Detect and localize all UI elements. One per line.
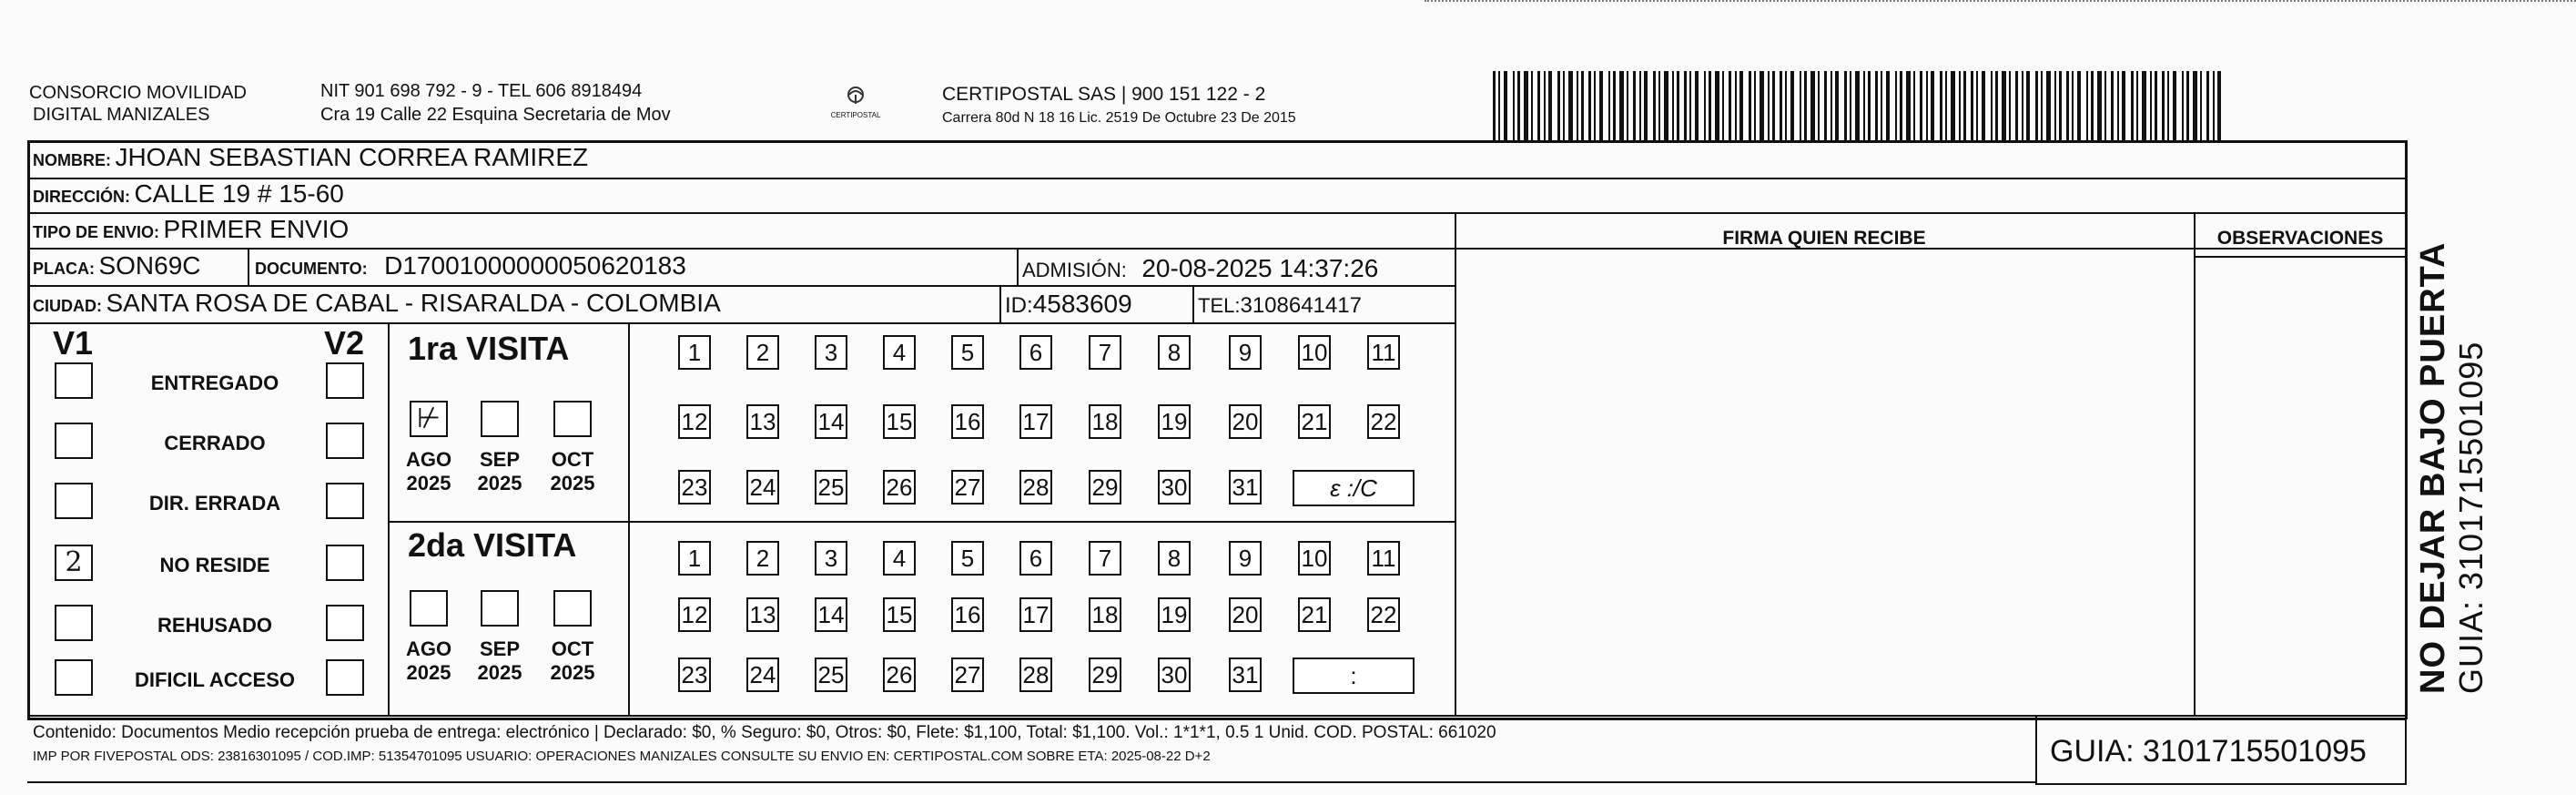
guia-cell-divider bbox=[2035, 716, 2037, 785]
day-box[interactable]: 19 bbox=[1158, 404, 1191, 439]
direccion-label: DIRECCIÓN: bbox=[33, 188, 130, 206]
v2-checkbox[interactable] bbox=[326, 605, 364, 641]
month-checkbox[interactable] bbox=[481, 590, 519, 627]
barcode-bar bbox=[1760, 71, 1764, 140]
visit1-title: 1ra VISITA bbox=[408, 330, 570, 367]
barcode-bar bbox=[2131, 71, 2134, 140]
day-box[interactable]: 22 bbox=[1367, 597, 1400, 632]
barcode-bar bbox=[1704, 71, 1706, 140]
barcode-bar bbox=[2167, 71, 2169, 140]
direccion-row bbox=[33, 179, 344, 209]
barcode-bar bbox=[2026, 71, 2030, 140]
barcode-bar bbox=[1722, 71, 1724, 140]
day-box[interactable]: 21 bbox=[1298, 404, 1331, 439]
barcode-bar bbox=[2111, 71, 2114, 140]
admision-label: ADMISIÓN: bbox=[1022, 259, 1127, 281]
guia-cell-bottom bbox=[2035, 783, 2407, 785]
visit1-time-box[interactable]: ɛ :/C bbox=[1293, 470, 1415, 506]
cell-divider bbox=[999, 285, 1001, 323]
day-box[interactable]: 24 bbox=[746, 470, 779, 505]
day-box[interactable]: 8 bbox=[1158, 541, 1191, 576]
day-box[interactable]: 29 bbox=[1089, 470, 1121, 505]
barcode-bar bbox=[2162, 71, 2165, 140]
visit2-title: 2da VISITA bbox=[408, 526, 577, 564]
barcode-bar bbox=[1772, 71, 1775, 140]
barcode-bar bbox=[1524, 71, 1528, 140]
footer-guia: GUIA: 3101715501095 bbox=[2050, 734, 2367, 769]
day-box[interactable]: 17 bbox=[1019, 404, 1052, 439]
barcode-bar bbox=[1684, 71, 1687, 140]
year-label: 2025 bbox=[550, 661, 595, 684]
nombre-row bbox=[33, 143, 588, 172]
barcode-bar bbox=[1513, 71, 1515, 140]
v1-checkbox[interactable] bbox=[55, 605, 93, 641]
side-text bbox=[2413, 242, 2490, 694]
contenido-line: Contenido: Documentos Medio recepción prueba de entrega: electrónico | Declarado: $0, % Seguro: $0, Otros: $0, Flete: $1,100, Total: $1,100. Vol.: 1*1*1, 0.5 1 Unid. COD. POSTAL: 661020 bbox=[33, 723, 1496, 742]
status-label: CERRADO bbox=[164, 432, 266, 454]
row-divider bbox=[27, 285, 1456, 287]
barcode-bar bbox=[1537, 71, 1540, 140]
barcode-bar bbox=[1672, 71, 1674, 140]
barcode-bar bbox=[1677, 71, 1679, 140]
day-box[interactable]: 4 bbox=[883, 335, 916, 370]
barcode-bar bbox=[2186, 71, 2189, 140]
barcode-bar bbox=[1804, 71, 1807, 140]
barcode-bar bbox=[1658, 71, 1660, 140]
barcode-bar bbox=[1639, 71, 1641, 140]
barcode-bar bbox=[1790, 71, 1794, 140]
month-checkbox[interactable] bbox=[410, 590, 448, 627]
day-box[interactable]: 18 bbox=[1089, 404, 1121, 439]
barcode-bar bbox=[1664, 71, 1668, 140]
day-box[interactable]: 9 bbox=[1229, 335, 1262, 370]
barcode-bar bbox=[1653, 71, 1656, 140]
day-box[interactable]: 18 bbox=[1089, 597, 1121, 632]
barcode-bar bbox=[1594, 71, 1596, 140]
day-box[interactable]: 31 bbox=[1229, 470, 1262, 505]
barcode-bar bbox=[2015, 71, 2018, 140]
firma-column-left-border bbox=[1455, 212, 1456, 717]
month-label: AGO bbox=[405, 637, 452, 660]
barcode-bar bbox=[1810, 71, 1815, 140]
day-box[interactable]: 5 bbox=[951, 541, 984, 576]
day-box[interactable]: 9 bbox=[1229, 541, 1262, 576]
firma-header: FIRMA QUIEN RECIBE bbox=[1722, 228, 1926, 249]
barcode-bar bbox=[1599, 71, 1603, 140]
day-box[interactable]: 26 bbox=[883, 657, 916, 692]
barcode-bar bbox=[1881, 71, 1882, 140]
day-box[interactable]: 25 bbox=[815, 470, 847, 505]
visit1-month-mark: ⊬ bbox=[416, 403, 441, 433]
barcode-bar bbox=[1920, 71, 1922, 140]
barcode-bar bbox=[1945, 71, 1947, 140]
day-box[interactable]: 27 bbox=[951, 657, 984, 692]
guia-cell-right bbox=[2405, 716, 2407, 785]
barcode-bar bbox=[1844, 71, 1847, 140]
observaciones-header-divider bbox=[2194, 256, 2407, 258]
day-box[interactable]: 6 bbox=[1019, 541, 1052, 576]
barcode-bar bbox=[1689, 71, 1691, 140]
barcode-bar bbox=[2217, 71, 2221, 140]
day-box[interactable]: 4 bbox=[883, 541, 916, 576]
barcode-bar bbox=[1863, 71, 1865, 140]
barcode-bar bbox=[1800, 71, 1801, 140]
company-address: Cra 19 Calle 22 Esquina Secretaria de Mov bbox=[320, 105, 671, 125]
cell-divider bbox=[248, 248, 249, 286]
day-box[interactable]: 10 bbox=[1298, 335, 1331, 370]
barcode-bar bbox=[2046, 71, 2051, 140]
visit-area-divider bbox=[628, 322, 630, 715]
day-box[interactable]: 3 bbox=[815, 335, 847, 370]
row-divider bbox=[27, 212, 2407, 214]
year-label: 2025 bbox=[477, 472, 522, 494]
day-box[interactable]: 28 bbox=[1019, 470, 1052, 505]
v2-checkbox[interactable] bbox=[326, 362, 364, 399]
status-label: ENTREGADO bbox=[150, 372, 279, 394]
company-nit: NIT 901 698 792 - 9 - TEL 606 8918494 bbox=[320, 81, 643, 101]
day-box[interactable]: 15 bbox=[883, 404, 916, 439]
tel-label: TEL: bbox=[1198, 294, 1241, 317]
barcode-bar bbox=[1971, 71, 1973, 140]
barcode-bar bbox=[1517, 71, 1520, 140]
status-label: DIFICIL ACCESO bbox=[134, 668, 295, 691]
status-label: REHUSADO bbox=[157, 614, 272, 637]
row-divider bbox=[27, 322, 1456, 324]
day-box[interactable]: 14 bbox=[815, 404, 847, 439]
tipo-envio-label: TIPO DE ENVIO: bbox=[33, 223, 160, 241]
barcode-bar bbox=[1768, 71, 1770, 140]
company-name-line1: CONSORCIO MOVILIDAD bbox=[29, 83, 247, 103]
barcode-bar bbox=[2086, 71, 2088, 140]
day-box[interactable]: 14 bbox=[815, 597, 847, 632]
nombre-label: NOMBRE: bbox=[33, 151, 111, 169]
barcode-bar bbox=[1991, 71, 1993, 140]
table-bottom-border bbox=[27, 718, 2407, 720]
placa-label: PLACA: bbox=[33, 260, 95, 278]
barcode-bar bbox=[1886, 71, 1890, 140]
v1-checkbox[interactable] bbox=[55, 659, 93, 696]
barcode-bar bbox=[1695, 71, 1699, 140]
v2-checkbox[interactable] bbox=[326, 423, 364, 459]
barcode-bar bbox=[1931, 71, 1934, 140]
v2-checkbox[interactable] bbox=[326, 659, 364, 696]
day-box[interactable]: 1 bbox=[678, 335, 711, 370]
day-box[interactable]: 2 bbox=[746, 335, 779, 370]
day-box[interactable]: 29 bbox=[1089, 657, 1121, 692]
visit-divider bbox=[388, 521, 1455, 523]
id-label: ID: bbox=[1005, 293, 1033, 318]
v1-checkbox[interactable] bbox=[55, 362, 93, 399]
admision-cell bbox=[1022, 254, 1378, 283]
barcode-bar bbox=[1548, 71, 1552, 140]
perforation-line bbox=[1425, 0, 2576, 2]
day-box[interactable]: 13 bbox=[746, 597, 779, 632]
day-box[interactable]: 3 bbox=[815, 541, 847, 576]
carrier-address: Carrera 80d N 18 16 Lic. 2519 De Octubre 23 De 2015 bbox=[942, 110, 1296, 126]
day-box[interactable]: 20 bbox=[1229, 597, 1262, 632]
day-box[interactable]: 11 bbox=[1367, 335, 1400, 370]
month-label: SEP bbox=[479, 637, 521, 660]
year-label: 2025 bbox=[550, 472, 595, 494]
table-right-border bbox=[2405, 140, 2408, 719]
year-label: 2025 bbox=[406, 472, 451, 494]
barcode-bar bbox=[1588, 71, 1591, 140]
barcode bbox=[1493, 71, 2230, 140]
barcode-bar bbox=[1940, 71, 1942, 140]
day-box[interactable]: 24 bbox=[746, 657, 779, 692]
side-guia: GUIA: 3101715501095 bbox=[2452, 341, 2490, 694]
day-box[interactable]: 13 bbox=[746, 404, 779, 439]
barcode-bar bbox=[1568, 71, 1573, 140]
barcode-bar bbox=[2022, 71, 2023, 140]
tipo-envio-row bbox=[33, 215, 349, 244]
day-box[interactable]: 17 bbox=[1019, 597, 1052, 632]
barcode-bar bbox=[1913, 71, 1915, 140]
barcode-bar bbox=[1493, 71, 1496, 140]
day-box[interactable]: 30 bbox=[1158, 657, 1191, 692]
barcode-bar bbox=[1544, 71, 1546, 140]
barcode-bar bbox=[1855, 71, 1860, 140]
barcode-bar bbox=[2122, 71, 2125, 140]
day-box[interactable]: 31 bbox=[1229, 657, 1262, 692]
barcode-bar bbox=[2193, 71, 2197, 140]
day-box[interactable]: 28 bbox=[1019, 657, 1052, 692]
day-box[interactable]: 11 bbox=[1367, 541, 1400, 576]
observaciones-area[interactable] bbox=[2197, 260, 2403, 713]
barcode-bar bbox=[2150, 71, 2152, 140]
barcode-bar bbox=[2117, 71, 2119, 140]
barcode-bar bbox=[2173, 71, 2176, 140]
day-box[interactable]: 2 bbox=[746, 541, 779, 576]
barcode-bar bbox=[1644, 71, 1648, 140]
day-box[interactable]: 16 bbox=[951, 597, 984, 632]
barcode-bar bbox=[2200, 71, 2202, 140]
v1-checkbox[interactable] bbox=[55, 483, 93, 519]
placa-cell bbox=[33, 251, 201, 280]
barcode-bar bbox=[1875, 71, 1878, 140]
barcode-bar bbox=[2155, 71, 2157, 140]
barcode-bar bbox=[1785, 71, 1787, 140]
v2-checkbox[interactable] bbox=[326, 483, 364, 519]
status-label: DIR. ERRADA bbox=[148, 492, 281, 515]
side-warning: NO DEJAR BAJO PUERTA bbox=[2414, 241, 2452, 694]
row-divider bbox=[27, 715, 2407, 717]
barcode-bar bbox=[1729, 71, 1731, 140]
direccion-value: CALLE 19 # 15-60 bbox=[134, 179, 344, 208]
barcode-bar bbox=[2206, 71, 2209, 140]
barcode-bar bbox=[1900, 71, 1902, 140]
documento-value: D17001000000050620183 bbox=[384, 251, 686, 280]
documento-label: DOCUMENTO: bbox=[255, 260, 368, 278]
barcode-bar bbox=[1563, 71, 1565, 140]
day-box[interactable]: 23 bbox=[678, 657, 711, 692]
certipostal-logo bbox=[824, 78, 887, 124]
v1-no-reside-mark: 2 bbox=[65, 546, 83, 578]
month-checkbox[interactable] bbox=[481, 401, 519, 437]
day-box[interactable]: 16 bbox=[951, 404, 984, 439]
cell-divider bbox=[1017, 248, 1019, 286]
day-box[interactable]: 6 bbox=[1019, 335, 1052, 370]
barcode-bar bbox=[2072, 71, 2074, 140]
id-value: 4583609 bbox=[1032, 290, 1132, 318]
day-box[interactable]: 12 bbox=[678, 597, 711, 632]
barcode-bar bbox=[2059, 71, 2062, 140]
barcode-bar bbox=[1739, 71, 1743, 140]
v1-header: V1 bbox=[53, 324, 94, 362]
day-box[interactable]: 10 bbox=[1298, 541, 1331, 576]
barcode-bar bbox=[1951, 71, 1955, 140]
ciudad-value: SANTA ROSA DE CABAL - RISARALDA - COLOMBIA bbox=[106, 289, 721, 317]
v1-checkbox[interactable] bbox=[55, 423, 93, 459]
barcode-bar bbox=[1633, 71, 1636, 140]
barcode-bar bbox=[1619, 71, 1624, 140]
day-box[interactable]: 12 bbox=[678, 404, 711, 439]
carrier-info: CERTIPOSTAL SAS | 900 151 122 - 2 bbox=[942, 84, 1266, 105]
v2-checkbox[interactable] bbox=[326, 545, 364, 581]
tel-value: 3108641417 bbox=[1240, 293, 1362, 318]
v2-header: V2 bbox=[324, 324, 365, 362]
barcode-bar bbox=[1780, 71, 1782, 140]
barcode-bar bbox=[2213, 71, 2215, 140]
month-checkbox[interactable] bbox=[553, 590, 592, 627]
day-box[interactable]: 26 bbox=[883, 470, 916, 505]
table-left-border bbox=[27, 140, 30, 719]
imp-line: IMP POR FIVEPOSTAL ODS: 23816301095 / COD.IMP: 51354701095 USUARIO: OPERACIONES MANIZALES CONSULTE SU ENVIO EN: CERTIPOSTAL.COM SOBRE ETA: 2025-08-22 D+2 bbox=[33, 749, 1211, 764]
nombre-value: JHOAN SEBASTIAN CORREA RAMIREZ bbox=[115, 143, 589, 171]
barcode-bar bbox=[1824, 71, 1827, 140]
barcode-bar bbox=[2002, 71, 2006, 140]
observaciones-column-left-border bbox=[2194, 212, 2196, 717]
barcode-bar bbox=[1831, 71, 1832, 140]
barcode-bar bbox=[1735, 71, 1737, 140]
day-box[interactable]: 30 bbox=[1158, 470, 1191, 505]
barcode-bar bbox=[1627, 71, 1628, 140]
barcode-bar bbox=[1963, 71, 1966, 140]
status-label: NO RESIDE bbox=[159, 554, 270, 576]
day-box[interactable]: 1 bbox=[678, 541, 711, 576]
barcode-bar bbox=[2035, 71, 2038, 140]
barcode-bar bbox=[1504, 71, 1507, 140]
documento-cell bbox=[255, 251, 686, 280]
barcode-bar bbox=[1818, 71, 1820, 140]
admision-value: 20-08-2025 14:37:26 bbox=[1141, 254, 1379, 282]
barcode-bar bbox=[1581, 71, 1584, 140]
visit2-time-box[interactable]: : bbox=[1293, 657, 1415, 694]
barcode-bar bbox=[2066, 71, 2069, 140]
barcode-bar bbox=[1577, 71, 1578, 140]
month-label: AGO bbox=[405, 448, 452, 471]
day-box[interactable]: 23 bbox=[678, 470, 711, 505]
barcode-bar bbox=[1906, 71, 1911, 140]
day-box[interactable]: 21 bbox=[1298, 597, 1331, 632]
status-area-divider bbox=[388, 322, 390, 715]
day-box[interactable]: 19 bbox=[1158, 597, 1191, 632]
month-label: OCT bbox=[551, 637, 594, 660]
barcode-bar bbox=[2077, 71, 2081, 140]
year-label: 2025 bbox=[477, 661, 522, 684]
barcode-bar bbox=[1613, 71, 1616, 140]
ciudad-label: CIUDAD: bbox=[33, 297, 102, 315]
barcode-bar bbox=[1850, 71, 1851, 140]
barcode-bar bbox=[1835, 71, 1839, 140]
month-label: SEP bbox=[479, 448, 521, 471]
signature-area[interactable] bbox=[1458, 260, 2192, 713]
day-box[interactable]: 8 bbox=[1158, 335, 1191, 370]
barcode-bar bbox=[1926, 71, 1928, 140]
barcode-bar bbox=[2041, 71, 2043, 140]
barcode-bar bbox=[2142, 71, 2146, 140]
footer-bottom-border bbox=[27, 781, 2035, 783]
barcode-bar bbox=[1709, 71, 1711, 140]
year-label: 2025 bbox=[406, 661, 451, 684]
placa-value: SON69C bbox=[98, 251, 201, 280]
barcode-bar bbox=[2091, 71, 2094, 140]
day-box[interactable]: 22 bbox=[1367, 404, 1400, 439]
tel-cell bbox=[1198, 293, 1362, 319]
month-label: OCT bbox=[551, 448, 594, 471]
barcode-bar bbox=[1608, 71, 1610, 140]
barcode-bar bbox=[2182, 71, 2184, 140]
barcode-bar bbox=[2009, 71, 2011, 140]
barcode-bar bbox=[2097, 71, 2102, 140]
barcode-bar bbox=[1754, 71, 1756, 140]
day-box[interactable]: 27 bbox=[951, 470, 984, 505]
barcode-bar bbox=[1531, 71, 1533, 140]
barcode-bar bbox=[2136, 71, 2138, 140]
day-box[interactable]: 20 bbox=[1229, 404, 1262, 439]
tipo-envio-value: PRIMER ENVIO bbox=[163, 215, 350, 243]
cell-divider bbox=[1192, 285, 1194, 323]
barcode-bar bbox=[1895, 71, 1897, 140]
day-box[interactable]: 7 bbox=[1089, 335, 1121, 370]
barcode-bar bbox=[1976, 71, 1978, 140]
company-name-line2: DIGITAL MANIZALES bbox=[33, 105, 210, 125]
observaciones-header: OBSERVACIONES bbox=[2216, 228, 2384, 249]
barcode-bar bbox=[1715, 71, 1719, 140]
barcode-bar bbox=[1557, 71, 1560, 140]
barcode-bar bbox=[1498, 71, 1500, 140]
barcode-bar bbox=[2104, 71, 2106, 140]
day-box[interactable]: 25 bbox=[815, 657, 847, 692]
ciudad-cell bbox=[33, 289, 721, 318]
barcode-bar bbox=[1959, 71, 1961, 140]
barcode-bar bbox=[1749, 71, 1751, 140]
id-cell bbox=[1005, 290, 1132, 319]
day-box[interactable]: 15 bbox=[883, 597, 916, 632]
row-divider bbox=[27, 178, 2407, 179]
barcode-bar bbox=[1868, 71, 1871, 140]
barcode-bar bbox=[1995, 71, 1998, 140]
barcode-bar bbox=[2054, 71, 2056, 140]
day-box[interactable]: 7 bbox=[1089, 541, 1121, 576]
day-box[interactable]: 5 bbox=[951, 335, 984, 370]
logo-text: CERTIPOSTAL bbox=[830, 111, 881, 119]
month-checkbox[interactable] bbox=[553, 401, 592, 437]
barcode-bar bbox=[1982, 71, 1985, 140]
